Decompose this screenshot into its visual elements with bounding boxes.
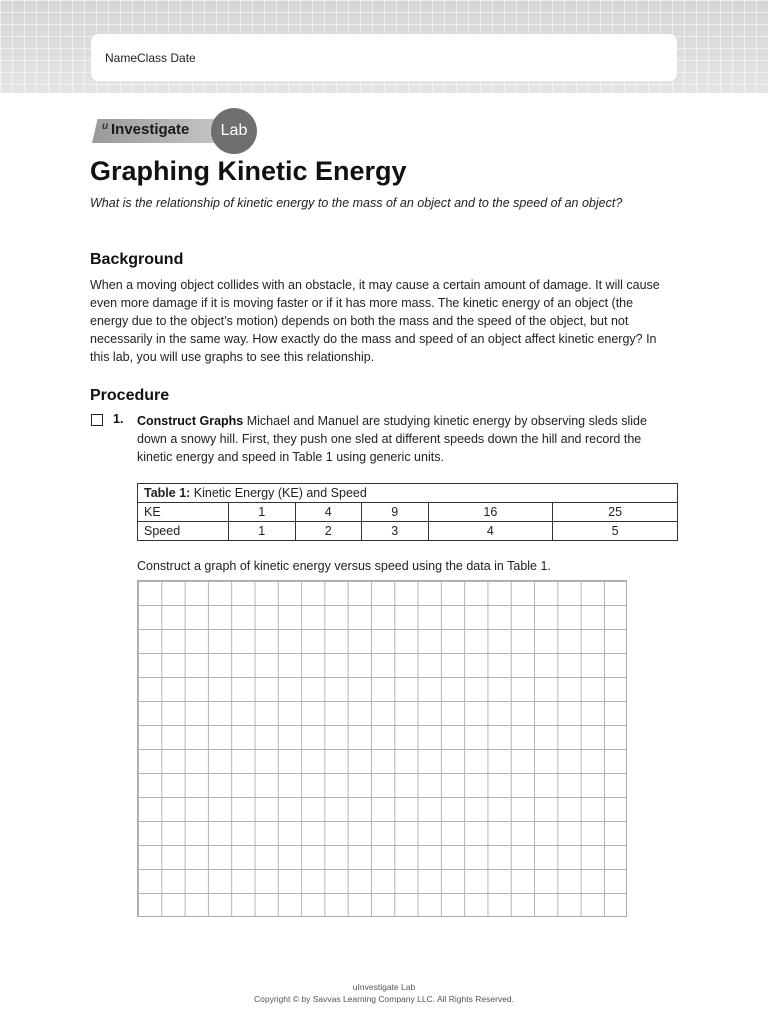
table-cell: 16 <box>428 503 553 522</box>
uinvestigate-lab-logo <box>92 108 262 158</box>
table-caption-row <box>138 484 678 503</box>
name-class-date-field[interactable]: NameClass Date <box>91 34 677 81</box>
table-1 <box>137 483 678 541</box>
step-1-text <box>137 412 677 466</box>
table-cell: 4 <box>428 522 553 541</box>
graph-grid[interactable] <box>137 580 627 917</box>
step-1-number: 1. <box>113 412 124 426</box>
background-heading: Background <box>90 251 184 268</box>
graph-instruction: Construct a graph of kinetic energy versus speed using the data in Table 1. <box>137 559 551 573</box>
step-1-lead: Construct Graphs <box>137 414 244 428</box>
logo-investigate: Investigate <box>111 121 190 138</box>
table-row-ke <box>138 503 678 522</box>
table-row-speed <box>138 522 678 541</box>
table-cell: 25 <box>553 503 678 522</box>
table-caption-bold: Table 1: <box>144 486 191 500</box>
background-text: When a moving object collides with an obstacle, it may cause a certain amount of damage. It will cause even more damage if it is moving faster or if it has more mass. The kinetic energy of an object (the energy due to the object’s motion) depends on both the mass and the speed of the object, but not necessarily in the same way. How exactly do the mass and speed of an object affect kinetic energy? In this lab, you will use graphs to see this relationship. <box>90 278 660 364</box>
guiding-question: What is the relationship of kinetic energy to the mass of an object and to the speed of an object? <box>90 196 623 210</box>
table-cell: 1 <box>229 503 296 522</box>
procedure-heading: Procedure <box>90 387 170 404</box>
footer-title: uInvestigate Lab <box>352 982 416 992</box>
logo-lab-circle: Lab <box>211 108 257 154</box>
table-cell: 2 <box>295 522 362 541</box>
step-1-body: Michael and Manuel are studying kinetic energy by observing sleds slide down a snowy hill. First, they push one sled at different speeds down the hill and record the kinetic energy and speed in Table 1 using generic units. <box>137 414 647 464</box>
table-cell: 3 <box>362 522 429 541</box>
step-1-checkbox[interactable] <box>91 414 103 426</box>
table-cell: 1 <box>229 522 296 541</box>
table-cell: 9 <box>362 503 429 522</box>
table-cell: 5 <box>553 522 678 541</box>
footer-copyright: Copyright © by Savvas Learning Company LLC. All Rights Reserved. <box>254 994 514 1004</box>
table-cell: 4 <box>295 503 362 522</box>
table-caption <box>138 484 678 503</box>
table-row-label: KE <box>138 503 229 522</box>
page-title: Graphing Kinetic Energy <box>90 156 407 186</box>
table-caption-text: Kinetic Energy (KE) and Speed <box>190 486 367 500</box>
logo-u: u <box>102 121 109 132</box>
table-row-label: Speed <box>138 522 229 541</box>
